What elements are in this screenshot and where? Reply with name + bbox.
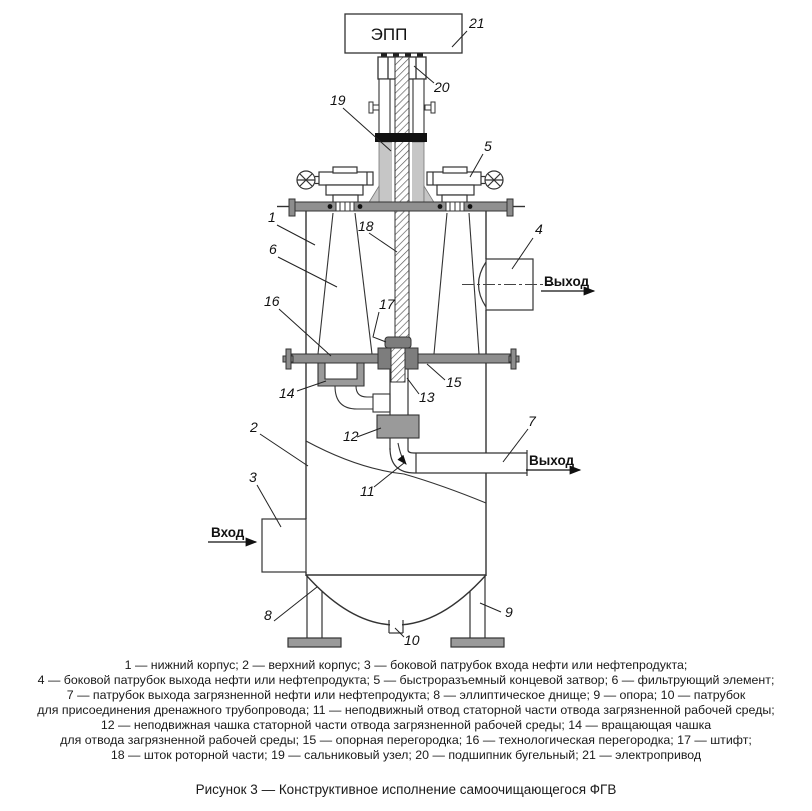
- rotating-cup: [318, 363, 364, 386]
- callout-4: 4: [535, 221, 543, 237]
- callout-9: 9: [505, 604, 513, 620]
- callout-8: 8: [264, 607, 272, 623]
- legend-line: 1 — нижний корпус; 2 — верхний корпус; 3 — боковой патрубок входа нефти или нефтепродукта;: [124, 658, 688, 672]
- outlet-mid-label: Выход: [529, 453, 575, 468]
- legend-line: 12 — неподвижная чашка статорной части отвода загрязненной рабочей среды; 14 — вращающая чашка: [100, 718, 712, 732]
- inlet-label: Вход: [211, 525, 245, 540]
- callout-18: 18: [358, 218, 374, 234]
- cup-elbow: [335, 386, 390, 412]
- callout-5: 5: [484, 138, 492, 154]
- callout-13: 13: [419, 389, 435, 405]
- callout-1: 1: [268, 209, 276, 225]
- supports: [288, 576, 504, 647]
- end-closure-right: [427, 167, 503, 204]
- callout-19: 19: [330, 92, 346, 108]
- motor-label: ЭПП: [370, 25, 408, 44]
- legend-line: 4 — боковой патрубок выхода нефти или нефтепродукта; 5 — быстроразъемный концевой затвор; 6 — фильтрующий элемент;: [37, 673, 775, 687]
- drain-nozzle: [389, 620, 403, 633]
- callout-15: 15: [446, 374, 462, 390]
- figure-caption: Рисунок 3 — Конструктивное исполнение самоочищающегося ФГВ: [195, 782, 617, 797]
- flow-arrow-icon: [398, 443, 406, 464]
- callout-2: 2: [250, 419, 258, 435]
- outlet-top-label: Выход: [544, 274, 590, 289]
- end-closure-left: [297, 167, 373, 204]
- inlet-nozzle: [262, 519, 306, 572]
- callout-12: 12: [343, 428, 359, 444]
- elliptical-bottom: [306, 575, 486, 625]
- rotor-shaft: [395, 57, 409, 337]
- legend-line: 18 — шток роторной части; 19 — сальниковый узел; 20 — подшипник бугельный; 21 — электропривод: [110, 748, 702, 762]
- figure-legend: [0, 658, 812, 763]
- callout-7: 7: [528, 413, 536, 429]
- callout-3: 3: [249, 469, 257, 485]
- legend-line: 7 — патрубок выхода загрязненной нефти или нефтепродукта; 8 — эллиптическое днище; 9 — опора; 10 — патрубок: [66, 688, 746, 702]
- callout-21: 21: [469, 15, 485, 31]
- callout-14: 14: [279, 385, 295, 401]
- callout-10: 10: [404, 632, 420, 648]
- shaft-coupling: [378, 337, 418, 382]
- pin-cap: [385, 337, 411, 348]
- fixed-cup: [377, 415, 419, 438]
- gland-clamp: [375, 133, 427, 142]
- callout-6: 6: [269, 241, 277, 257]
- callout-20: 20: [434, 79, 450, 95]
- stator-bend-outlet: [390, 443, 527, 476]
- shell-break-line: [306, 441, 486, 503]
- callout-11: 11: [360, 483, 375, 499]
- legend-line: для отвода загрязненной рабочей среды; 15 — опорная перегородка; 16 — технологическая перегородка; 17 — штифт;: [60, 733, 752, 747]
- callout-17: 17: [379, 296, 395, 312]
- callout-16: 16: [264, 293, 280, 309]
- legend-line: для присоединения дренажного трубопровода; 11 — неподвижный отвод статорной части отвода загрязненной рабочей среды;: [37, 703, 775, 717]
